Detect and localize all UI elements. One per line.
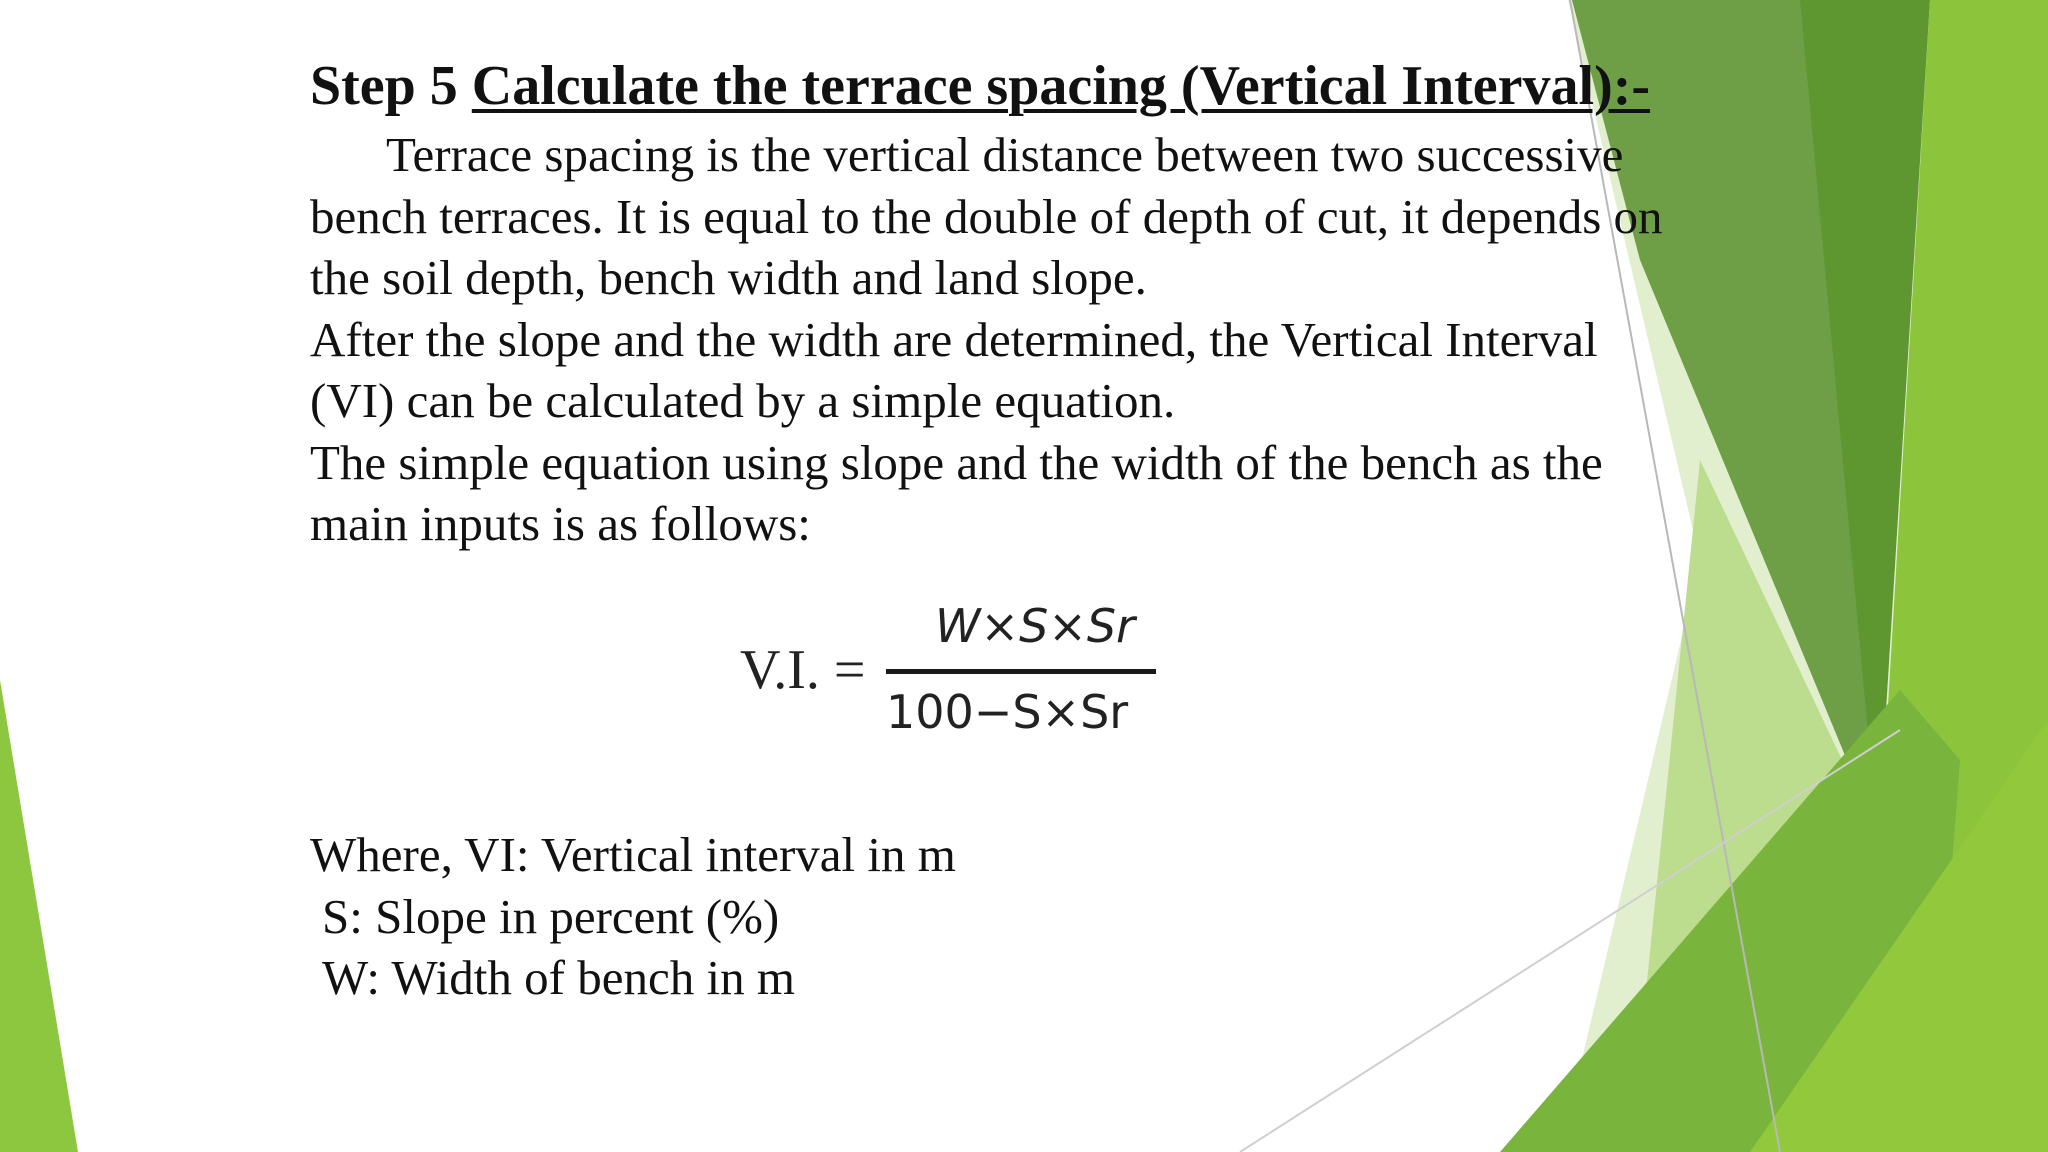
paragraph-line: (VI) can be calculated by a simple equation.	[310, 373, 1176, 428]
definition-w: W: Width of bench in m	[322, 950, 795, 1005]
equation-denominator: 100−S×Sr	[886, 685, 1129, 739]
fraction-bar	[886, 669, 1156, 674]
step-title: Calculate the terrace spacing (Vertical Interval):-	[471, 55, 1651, 117]
paragraph-line: Terrace spacing is the vertical distance between two successive	[386, 127, 1624, 182]
equation-lhs: V.I. =	[740, 639, 866, 701]
paragraph-line: After the slope and the width are determined, the Vertical Interval	[310, 311, 1598, 367]
vertical-interval-equation	[740, 596, 1210, 746]
main-content	[310, 48, 1760, 555]
definition-s: S: Slope in percent (%)	[322, 888, 780, 944]
paragraph-line: The simple equation using slope and the width of the bench as the	[310, 434, 1603, 490]
step-label: Step 5	[310, 55, 458, 117]
paragraph-line: bench terraces. It is equal to the double of depth of cut, it depends on	[310, 188, 1663, 244]
definitions-block	[310, 824, 1210, 1009]
definition-vi: Where, VI: Vertical interval in m	[310, 827, 956, 882]
slide-heading	[310, 48, 1760, 124]
paragraph-line: the soil depth, bench width and land slope.	[310, 250, 1147, 305]
variable-definitions	[310, 824, 1210, 1009]
equation-numerator: W×S×Sr	[935, 599, 1135, 653]
paragraph-line: main inputs is as follows:	[310, 496, 811, 551]
left-green-sliver	[0, 680, 78, 1152]
paragraph	[310, 124, 1760, 555]
